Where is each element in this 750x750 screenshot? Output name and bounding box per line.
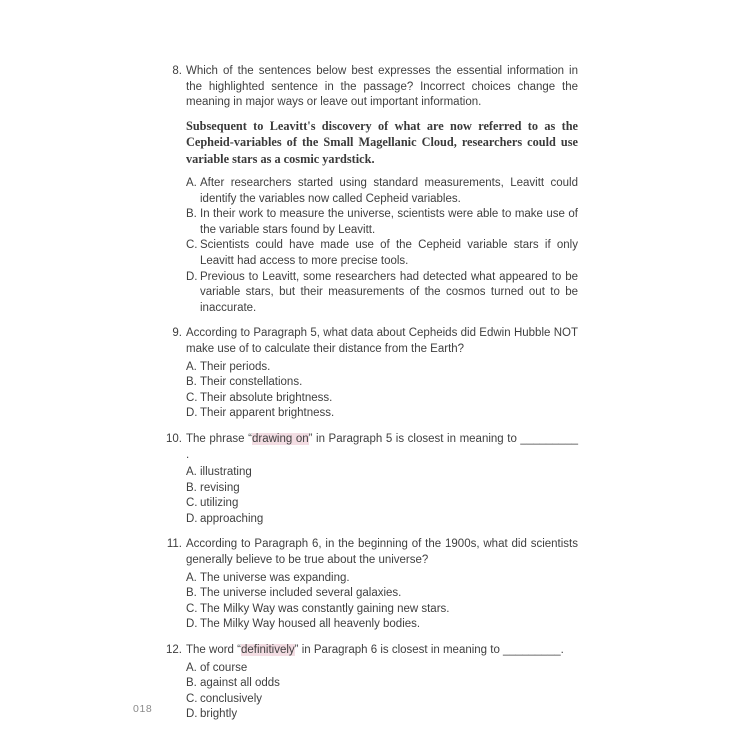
option-text: approaching <box>200 512 264 525</box>
question-10 <box>166 432 578 528</box>
option-a <box>186 571 578 587</box>
option-a <box>186 360 578 376</box>
question-8-options <box>166 176 578 316</box>
highlighted-word: definitively <box>240 644 295 657</box>
option-d <box>186 406 578 422</box>
question-stem-text: According to Paragraph 6, in the beginning of the 1900s, what did scientists generally believe to be true about the universe? <box>186 538 578 567</box>
question-8-stem <box>166 64 578 111</box>
option-label: D. <box>186 270 198 283</box>
option-d <box>186 270 578 317</box>
option-text: Their absolute brightness. <box>200 391 333 404</box>
stem-text-suffix: ” in Paragraph 5 is closest in meaning to _________ . <box>186 432 578 461</box>
option-text: conclusively <box>200 692 262 705</box>
option-label: C. <box>186 602 198 615</box>
option-text: brightly <box>200 708 238 721</box>
question-number: 9. <box>172 327 182 340</box>
option-label: C. <box>186 497 198 510</box>
option-label: A. <box>186 466 197 479</box>
option-text: Their constellations. <box>200 376 303 389</box>
option-b <box>186 481 578 497</box>
option-label: B. <box>186 208 197 221</box>
option-label: C. <box>186 391 198 404</box>
option-label: A. <box>186 571 197 584</box>
option-d <box>186 617 578 633</box>
option-text: After researchers started using standard measurements, Leavitt could identify the variables now called Cepheid variables. <box>200 177 578 205</box>
option-d <box>186 512 578 528</box>
option-label: B. <box>186 481 197 494</box>
option-text: Scientists could have made use of the Cepheid variable stars if only Leavitt had access to more precise tools. <box>200 239 578 267</box>
question-number: 10. <box>166 432 182 445</box>
option-b <box>186 676 578 692</box>
highlighted-sentence: Subsequent to Leavitt's discovery of what are now referred to as the Cepheid-variables of the Small Magellanic Cloud, researchers could use variable stars as a cosmic yardstick. <box>186 118 578 166</box>
option-label: A. <box>186 177 197 189</box>
option-text: revising <box>200 481 240 494</box>
question-11-options <box>166 571 578 633</box>
question-9-options <box>166 360 578 422</box>
question-number: 8. <box>172 65 182 77</box>
questions-list <box>166 64 578 733</box>
option-c <box>186 238 578 269</box>
option-text: Previous to Leavitt, some researchers had detected what appeared to be variable stars, but their measurements of the cosmos turned out to be inaccurate. <box>200 270 578 314</box>
option-label: D. <box>186 407 198 420</box>
question-stem-text <box>186 643 578 659</box>
question-12-options <box>166 661 578 723</box>
question-9 <box>166 326 578 422</box>
option-text: illustrating <box>200 466 252 479</box>
option-d <box>186 707 578 723</box>
stem-text-suffix: ” in Paragraph 6 is closest in meaning to _________. <box>294 644 564 657</box>
question-11 <box>166 537 578 633</box>
option-text: In their work to measure the universe, scientists were able to make use of the variable stars found by Leavitt. <box>200 208 578 236</box>
option-b <box>186 375 578 391</box>
option-c <box>186 391 578 407</box>
question-11-stem <box>166 537 578 568</box>
option-label: D. <box>186 512 198 525</box>
option-label: D. <box>186 708 198 721</box>
option-label: B. <box>186 376 197 389</box>
option-text: of course <box>200 661 248 674</box>
highlighted-word: drawing on <box>251 432 309 445</box>
option-text: against all odds <box>200 677 280 690</box>
question-8 <box>166 64 578 316</box>
option-label: C. <box>186 239 198 252</box>
question-12 <box>166 643 578 723</box>
option-text: utilizing <box>200 497 239 510</box>
question-10-options <box>166 465 578 527</box>
option-c <box>186 602 578 618</box>
question-12-stem <box>166 643 578 659</box>
option-label: B. <box>186 587 197 600</box>
option-b <box>186 586 578 602</box>
question-stem-text: Which of the sentences below best expresses the essential information in the highlighted sentence in the passage? Incorrect choices change the meaning in major ways or leave out important information. <box>186 65 578 109</box>
stem-text-prefix: The phrase “ <box>186 432 252 445</box>
question-number: 11. <box>166 538 182 551</box>
question-stem-text: According to Paragraph 5, what data about Cepheids did Edwin Hubble NOT make use of to calculate their distance from the Earth? <box>186 327 578 355</box>
page-number: 018 <box>133 703 153 715</box>
option-text: The universe was expanding. <box>200 571 350 584</box>
option-a <box>186 176 578 207</box>
option-text: The Milky Way housed all heavenly bodies. <box>200 618 421 631</box>
option-a <box>186 465 578 481</box>
stem-text-prefix: The word “ <box>186 644 241 657</box>
option-b <box>186 207 578 238</box>
option-label: D. <box>186 618 198 631</box>
option-text: Their periods. <box>200 360 271 373</box>
option-c <box>186 496 578 512</box>
question-number: 12. <box>166 644 182 657</box>
question-stem-text <box>186 432 578 463</box>
option-text: The universe included several galaxies. <box>200 587 402 600</box>
option-text: Their apparent brightness. <box>200 407 335 420</box>
option-label: B. <box>186 677 197 690</box>
question-9-stem <box>166 326 578 357</box>
option-a <box>186 661 578 677</box>
option-label: A. <box>186 661 197 674</box>
question-10-stem <box>166 432 578 463</box>
option-label: A. <box>186 360 197 373</box>
option-label: C. <box>186 692 198 705</box>
option-c <box>186 692 578 708</box>
option-text: The Milky Way was constantly gaining new stars. <box>200 602 450 615</box>
